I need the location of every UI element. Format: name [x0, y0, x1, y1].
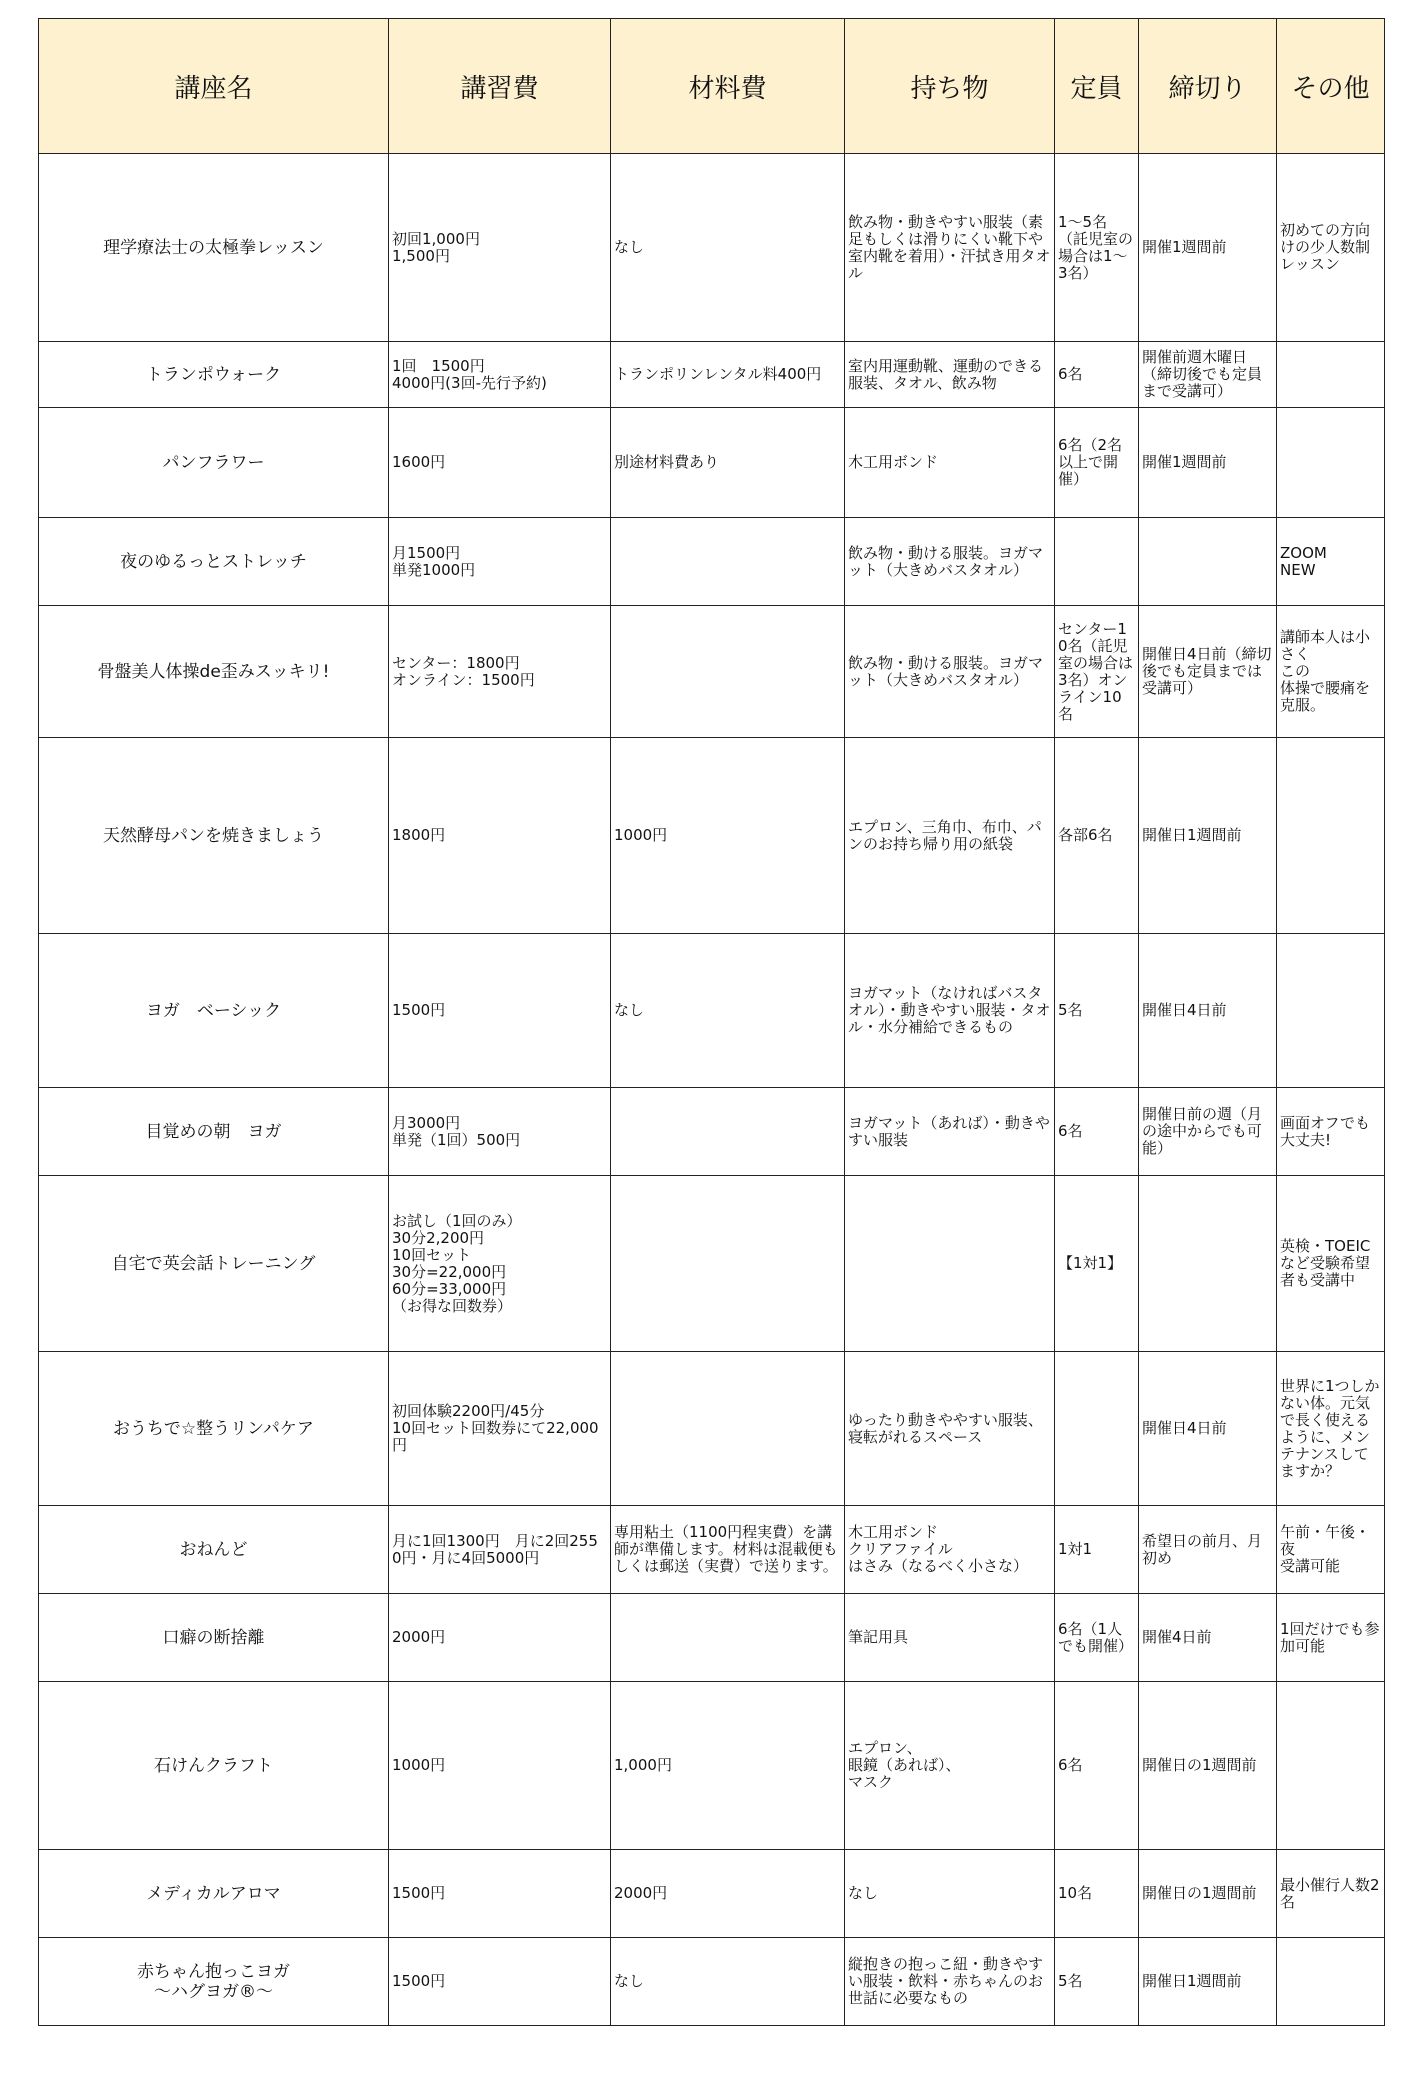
items-cell: 筆記用具 — [845, 1594, 1055, 1682]
fee-cell: 1500円 — [389, 1938, 611, 2026]
table-row — [39, 154, 1385, 342]
capacity-cell: 1～5名（託児室の場合は1～3名） — [1055, 154, 1139, 342]
table-row — [39, 1506, 1385, 1594]
material-fee-cell — [611, 1088, 845, 1176]
deadline-cell: 開催日1週間前 — [1139, 738, 1277, 934]
table-row — [39, 934, 1385, 1088]
table-row — [39, 738, 1385, 934]
header-capacity: 定員 — [1055, 19, 1139, 154]
header-course-name: 講座名 — [39, 19, 389, 154]
course-name-cell: おねんど — [39, 1506, 389, 1594]
deadline-cell: 希望日の前月、月初め — [1139, 1506, 1277, 1594]
fee-cell: センター：1800円 オンライン：1500円 — [389, 606, 611, 738]
material-fee-cell: 1,000円 — [611, 1682, 845, 1850]
other-cell: 初めての方向けの少人数制レッスン — [1277, 154, 1385, 342]
capacity-cell: 1対1 — [1055, 1506, 1139, 1594]
other-cell: 画面オフでも大丈夫! — [1277, 1088, 1385, 1176]
course-name-cell: トランポウォーク — [39, 342, 389, 408]
deadline-cell: 開催日の1週間前 — [1139, 1682, 1277, 1850]
items-cell: 木工用ボンド — [845, 408, 1055, 518]
course-name-cell: 目覚めの朝 ヨガ — [39, 1088, 389, 1176]
other-cell: 1回だけでも参加可能 — [1277, 1594, 1385, 1682]
material-fee-cell: トランポリンレンタル料400円 — [611, 342, 845, 408]
capacity-cell: 6名（1人でも開催） — [1055, 1594, 1139, 1682]
course-name-cell: 夜のゆるっとストレッチ — [39, 518, 389, 606]
header-fee: 講習費 — [389, 19, 611, 154]
material-fee-cell — [611, 1594, 845, 1682]
deadline-cell: 開催1週間前 — [1139, 408, 1277, 518]
material-fee-cell — [611, 606, 845, 738]
items-cell: 飲み物・動きやすい服装（素足もしくは滑りにくい靴下や室内靴を着用）・汗拭き用タオル — [845, 154, 1055, 342]
table-row — [39, 1088, 1385, 1176]
capacity-cell: 6名 — [1055, 342, 1139, 408]
other-cell — [1277, 738, 1385, 934]
course-name-cell: おうちで☆整うリンパケア — [39, 1352, 389, 1506]
table-row — [39, 1176, 1385, 1352]
deadline-cell: 開催日4日前 — [1139, 1352, 1277, 1506]
table-row — [39, 1352, 1385, 1506]
material-fee-cell — [611, 1352, 845, 1506]
fee-cell: 1000円 — [389, 1682, 611, 1850]
material-fee-cell: 2000円 — [611, 1850, 845, 1938]
course-name-cell: 自宅で英会話トレーニング — [39, 1176, 389, 1352]
table-row — [39, 342, 1385, 408]
course-name-cell: 理学療法士の太極拳レッスン — [39, 154, 389, 342]
table-row — [39, 1850, 1385, 1938]
items-cell: 室内用運動靴、運動のできる服装、タオル、飲み物 — [845, 342, 1055, 408]
other-cell: 午前・午後・夜 受講可能 — [1277, 1506, 1385, 1594]
capacity-cell: 【1対1】 — [1055, 1176, 1139, 1352]
other-cell: 最小催行人数2名 — [1277, 1850, 1385, 1938]
header-material-fee: 材料費 — [611, 19, 845, 154]
fee-cell: 1500円 — [389, 934, 611, 1088]
material-fee-cell: なし — [611, 934, 845, 1088]
capacity-cell: 5名 — [1055, 934, 1139, 1088]
other-cell: 世界に1つしかない体。元気で長く使えるように、メンテナンスしてますか？ — [1277, 1352, 1385, 1506]
course-table — [38, 18, 1385, 2026]
table-row — [39, 606, 1385, 738]
fee-cell: 初回体験2200円/45分 10回セット回数券にて22,000円 — [389, 1352, 611, 1506]
items-cell: エプロン、 眼鏡（あれば）、 マスク — [845, 1682, 1055, 1850]
capacity-cell: 各部6名 — [1055, 738, 1139, 934]
other-cell — [1277, 408, 1385, 518]
items-cell: 飲み物・動ける服装。ヨガマット（大きめバスタオル） — [845, 606, 1055, 738]
items-cell — [845, 1176, 1055, 1352]
fee-cell: 1回 1500円 4000円(3回-先行予約) — [389, 342, 611, 408]
capacity-cell: 6名 — [1055, 1682, 1139, 1850]
deadline-cell: 開催前週木曜日（締切後でも定員まで受講可） — [1139, 342, 1277, 408]
deadline-cell: 開催日の1週間前 — [1139, 1850, 1277, 1938]
other-cell — [1277, 342, 1385, 408]
fee-cell: 月3000円 単発（1回）500円 — [389, 1088, 611, 1176]
items-cell: ゆったり動きややすい服装、寝転がれるスペース — [845, 1352, 1055, 1506]
items-cell: 木工用ボンド クリアファイル はさみ（なるべく小さな） — [845, 1506, 1055, 1594]
material-fee-cell: 専用粘土（1100円程実費）を講師が準備します。材料は混載便もしくは郵送（実費）で送ります。 — [611, 1506, 845, 1594]
material-fee-cell — [611, 1176, 845, 1352]
table-row — [39, 1594, 1385, 1682]
material-fee-cell: なし — [611, 154, 845, 342]
header-items-to-bring: 持ち物 — [845, 19, 1055, 154]
course-name-cell: ヨガ ベーシック — [39, 934, 389, 1088]
other-cell: 英検・TOEICなど受験希望者も受講中 — [1277, 1176, 1385, 1352]
other-cell: 講師本人は小さく この 体操で腰痛を克服。 — [1277, 606, 1385, 738]
table-row — [39, 408, 1385, 518]
deadline-cell: 開催日4日前 — [1139, 934, 1277, 1088]
fee-cell: 1800円 — [389, 738, 611, 934]
fee-cell: 2000円 — [389, 1594, 611, 1682]
header-deadline: 締切り — [1139, 19, 1277, 154]
capacity-cell: 6名 — [1055, 1088, 1139, 1176]
fee-cell: 1600円 — [389, 408, 611, 518]
fee-cell: 初回1,000円 1,500円 — [389, 154, 611, 342]
deadline-cell: 開催日前の週（月の途中からでも可能） — [1139, 1088, 1277, 1176]
material-fee-cell: 別途材料費あり — [611, 408, 845, 518]
capacity-cell: 6名（2名以上で開催） — [1055, 408, 1139, 518]
table-row — [39, 518, 1385, 606]
course-name-cell: 口癖の断捨離 — [39, 1594, 389, 1682]
items-cell: 縦抱きの抱っこ紐・動きやすい服装・飲料・赤ちゃんのお世話に必要なもの — [845, 1938, 1055, 2026]
material-fee-cell: 1000円 — [611, 738, 845, 934]
capacity-cell: 10名 — [1055, 1850, 1139, 1938]
header-row — [39, 19, 1385, 154]
capacity-cell: 5名 — [1055, 1938, 1139, 2026]
items-cell: ヨガマット（あれば）・動きやすい服装 — [845, 1088, 1055, 1176]
fee-cell: 月1500円 単発1000円 — [389, 518, 611, 606]
material-fee-cell: なし — [611, 1938, 845, 2026]
course-name-cell: 赤ちゃん抱っこヨガ ～ハグヨガ®～ — [39, 1938, 389, 2026]
other-cell — [1277, 934, 1385, 1088]
course-name-cell: 天然酵母パンを焼きましょう — [39, 738, 389, 934]
capacity-cell: センター10名（託児室の場合は3名）オンライン10名 — [1055, 606, 1139, 738]
course-name-cell: 石けんクラフト — [39, 1682, 389, 1850]
capacity-cell — [1055, 1352, 1139, 1506]
items-cell: なし — [845, 1850, 1055, 1938]
deadline-cell: 開催日1週間前 — [1139, 1938, 1277, 2026]
deadline-cell: 開催1週間前 — [1139, 154, 1277, 342]
fee-cell: お試し（1回のみ） 30分2,200円 10回セット 30分=22,000円 60分=33,000円 （お得な回数券） — [389, 1176, 611, 1352]
deadline-cell — [1139, 518, 1277, 606]
fee-cell: 月に1回1300円 月に2回2550円・月に4回5000円 — [389, 1506, 611, 1594]
capacity-cell — [1055, 518, 1139, 606]
other-cell — [1277, 1682, 1385, 1850]
items-cell: エプロン、三角巾、布巾、パンのお持ち帰り用の紙袋 — [845, 738, 1055, 934]
header-other: その他 — [1277, 19, 1385, 154]
items-cell: ヨガマット（なければバスタオル）・動きやすい服装・タオル・水分補給できるもの — [845, 934, 1055, 1088]
material-fee-cell — [611, 518, 845, 606]
table-row — [39, 1938, 1385, 2026]
course-name-cell: 骨盤美人体操de歪みスッキリ! — [39, 606, 389, 738]
course-name-cell: メディカルアロマ — [39, 1850, 389, 1938]
other-cell — [1277, 1938, 1385, 2026]
deadline-cell — [1139, 1176, 1277, 1352]
fee-cell: 1500円 — [389, 1850, 611, 1938]
items-cell: 飲み物・動ける服装。ヨガマット（大きめバスタオル） — [845, 518, 1055, 606]
course-name-cell: パンフラワー — [39, 408, 389, 518]
deadline-cell: 開催日4日前（締切後でも定員までは受講可） — [1139, 606, 1277, 738]
table-row — [39, 1682, 1385, 1850]
other-cell: ZOOM NEW — [1277, 518, 1385, 606]
deadline-cell: 開催4日前 — [1139, 1594, 1277, 1682]
